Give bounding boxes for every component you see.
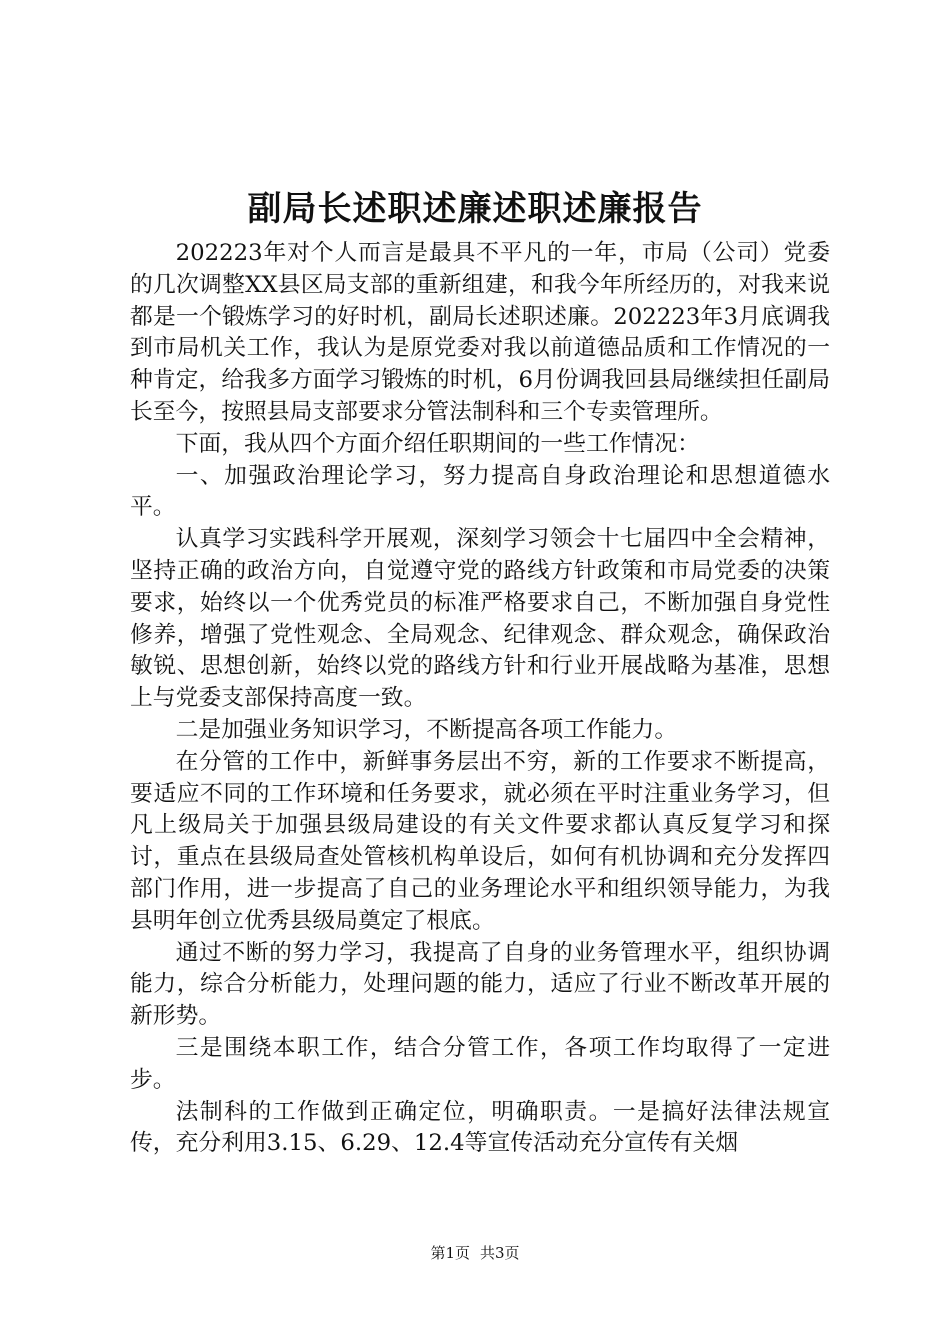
document-body bbox=[130, 238, 830, 1160]
paragraph: 通过不断的努力学习，我提高了自身的业务管理水平，组织协调能力，综合分析能力，处理问题的能力，适应了行业不断改革开展的新形势。 bbox=[130, 939, 830, 1030]
paragraph: 法制科的工作做到正确定位，明确职责。一是搞好法律法规宣传，充分利用3.15、6.29、12.4等宣传活动充分宣传有关烟 bbox=[130, 1098, 830, 1157]
section-heading: 三是围绕本职工作，结合分管工作，各项工作均取得了一定进步。 bbox=[130, 1034, 830, 1093]
paragraph: 在分管的工作中，新鲜事务层出不穷，新的工作要求不断提高，要适应不同的工作环境和任务要求，就必须在平时注重业务学习，但凡上级局关于加强县级局建设的有关文件要求都认真反复学习和探讨，重点在县级局查处管核机构单设后，如何有机协调和充分发挥四部门作用，进一步提高了自己的业务理论水平和组织领导能力，为我县明年创立优秀县级局奠定了根底。 bbox=[130, 748, 830, 934]
section-heading: 一、加强政治理论学习，努力提高自身政治理论和思想道德水平。 bbox=[130, 462, 830, 521]
section-heading: 二是加强业务知识学习，不断提高各项工作能力。 bbox=[175, 716, 678, 743]
paragraph: 认真学习实践科学开展观，深刻学习领会十七届四中全会精神，坚持正确的政治方向，自觉遵守党的路线方针政策和市局党委的决策要求，始终以一个优秀党员的标准严格要求自己，不断加强自身党性修养，增强了党性观念、全局观念、纪律观念、群众观念，确保政治敏锐、思想创新，始终以党的路线方针和行业开展战略为基准，思想上与党委支部保持高度一致。 bbox=[130, 526, 830, 712]
page-total: 共3页 bbox=[480, 1244, 520, 1262]
paragraph: 下面，我从四个方面介绍任职期间的一些工作情况： bbox=[175, 430, 700, 457]
document-title: 副局长述职述廉述职述廉报告 bbox=[247, 189, 703, 229]
page-number: 第1页 bbox=[430, 1244, 470, 1262]
paragraph: 202223年对个人而言是最具不平凡的一年，市局（公司）党委的几次调整XX县区局支部的重新组建，和我今年所经历的，对我来说都是一个锻炼学习的好时机，副局长述职述廉。202223年3月底调我到市局机关工作，我认为是原党委对我以前道德品质和工作情况的一种肯定，给我多方面学习锻炼的时机，6月份调我回县局继续担任副局长至今，按照县局支部要求分管法制科和三个专卖管理所。 bbox=[130, 240, 830, 425]
page-footer bbox=[0, 1242, 950, 1264]
